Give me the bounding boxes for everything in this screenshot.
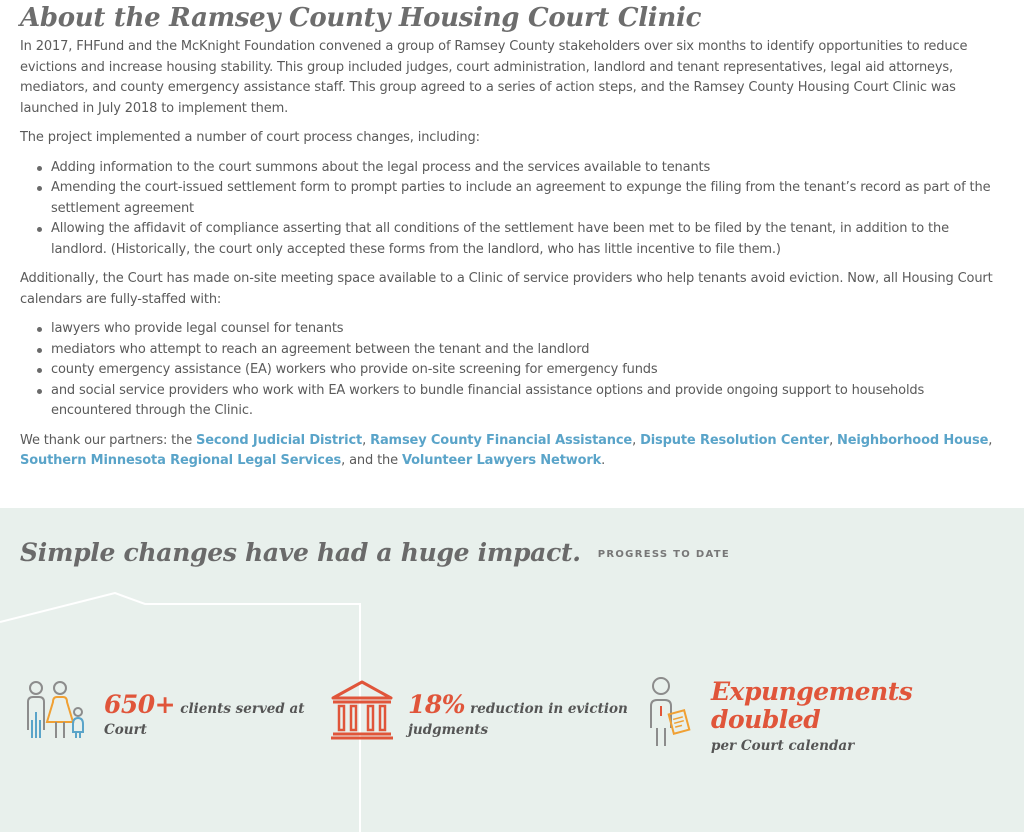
impact-title: Simple changes have had a huge impact. bbox=[20, 538, 581, 567]
partner-link-volunteer-lawyers-network[interactable]: Volunteer Lawyers Network bbox=[401, 453, 602, 468]
partner-link-second-judicial-district[interactable]: Second Judicial District bbox=[196, 432, 363, 448]
changes-list bbox=[34, 158, 1004, 261]
stat-clients-served bbox=[20, 680, 320, 740]
impact-section bbox=[0, 508, 1024, 832]
family-icon bbox=[20, 680, 100, 740]
separator: . bbox=[601, 453, 606, 468]
stat-description: per Court calendar bbox=[711, 738, 855, 754]
list-item: Adding information to the court summons about the legal process and the services available to tenants bbox=[34, 158, 1004, 179]
list-item: Amending the court-issued settlement form to prompt parties to include an agreement to expunge the filing from the tenant’s record as part of the settlement agreement bbox=[34, 178, 1004, 219]
progress-tag: PROGRESS TO DATE bbox=[597, 549, 730, 560]
partner-link-ramsey-county-financial-assistance[interactable]: Ramsey County Financial Assistance bbox=[370, 432, 633, 448]
stat-description-line2: Court bbox=[104, 722, 147, 738]
separator: , bbox=[362, 432, 371, 448]
separator: , bbox=[988, 432, 993, 448]
stat-number: 650+ bbox=[104, 690, 176, 719]
impact-heading bbox=[20, 538, 730, 567]
partner-link-neighborhood-house[interactable]: Neighborhood House bbox=[837, 432, 989, 448]
stat-number: 18% bbox=[408, 690, 466, 719]
courthouse-icon bbox=[330, 680, 394, 740]
separator: , and the bbox=[341, 453, 402, 468]
stat-headline-line1: Expungements bbox=[711, 677, 913, 706]
list-item: mediators who attempt to reach an agreement between the tenant and the landlord bbox=[34, 340, 1004, 361]
list-item: Allowing the affidavit of compliance asserting that all conditions of the settlement have been met to be filed by the tenant, in addition to the landlord. (Historically, the court only accepted these forms from the landlord, who has little incentive to file them.) bbox=[34, 219, 1004, 260]
separator: , bbox=[829, 432, 838, 448]
page-title: About the Ramsey County Housing Court Clinic bbox=[20, 3, 702, 33]
stat-clients-text bbox=[104, 690, 305, 719]
changes-intro: The project implemented a number of court process changes, including: bbox=[20, 130, 480, 145]
list-item: and social service providers who work with EA workers to bundle financial assistance options and provide ongoing support to households encountered through the Clinic. bbox=[34, 381, 1004, 422]
stat-expungements bbox=[645, 674, 1005, 754]
stat-description-line2: judgments bbox=[408, 722, 489, 738]
stat-eviction-text bbox=[408, 690, 628, 719]
intro-paragraph: In 2017, FHFund and the McKnight Foundation convened a group of Ramsey County stakeholders over six months to identify opportunities to reduce evictions and increase housing stability. This group included judges, court administration, landlord and tenant representatives, legal aid attorneys, mediators, and county emergency assistance staff. This group agreed to a series of action steps, and the Ramsey County Housing Court Clinic was launched in July 2018 to implement them. bbox=[20, 39, 968, 116]
stat-description: reduction in eviction bbox=[470, 701, 628, 717]
stat-headline-line2: doubled bbox=[711, 705, 821, 734]
additional-paragraph: Additionally, the Court has made on-site meeting space available to a Clinic of service providers who help tenants avoid eviction. Now, all Housing Court calendars are fully-staffed with: bbox=[20, 271, 993, 307]
list-item: lawyers who provide legal counsel for tenants bbox=[34, 319, 1004, 340]
stat-eviction-reduction bbox=[330, 680, 640, 740]
stat-description: clients served at bbox=[180, 701, 305, 717]
partners-paragraph bbox=[20, 431, 1004, 472]
partner-link-dispute-resolution-center[interactable]: Dispute Resolution Center bbox=[640, 432, 830, 448]
separator: , bbox=[632, 432, 641, 448]
person-document-icon bbox=[645, 676, 695, 748]
staff-list bbox=[34, 319, 1004, 422]
partner-link-southern-minnesota-regional-legal-services[interactable]: Southern Minnesota Regional Legal Services bbox=[20, 453, 342, 468]
thanks-text: We thank our partners: the bbox=[20, 432, 197, 448]
list-item: county emergency assistance (EA) workers who provide on-site screening for emergency funds bbox=[34, 360, 1004, 381]
